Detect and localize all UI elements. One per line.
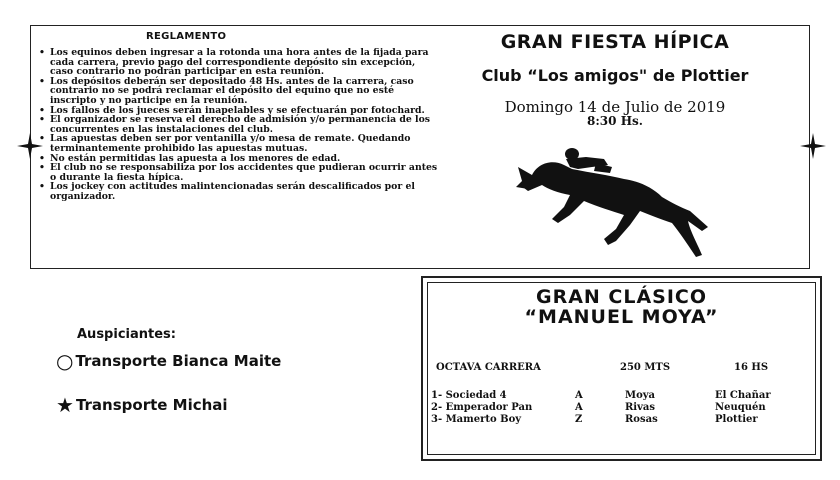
sponsor-name: Transporte Bianca Maite bbox=[75, 352, 282, 370]
entry-category: A bbox=[575, 402, 583, 413]
entry-jockey: Rivas bbox=[625, 402, 656, 413]
horse-jumper-icon bbox=[512, 145, 717, 260]
race-title: GRAN CLÁSICO bbox=[535, 286, 708, 308]
rule-item: • El organizador se reserva el derecho de admisión y/o permanencia de los concurrentes en las instalaciones del club. bbox=[50, 115, 440, 134]
entry-stable: Plottier bbox=[715, 414, 758, 425]
entry-stable: Neuquén bbox=[715, 402, 766, 413]
race-number: OCTAVA CARRERA bbox=[436, 362, 541, 373]
event-time: 8:30 Hs. bbox=[587, 114, 643, 128]
entry-horse: 1- Sociedad 4 bbox=[431, 390, 507, 401]
rule-item: • Los fallos de los jueces serán inapelables y se efectuarán por fotochard. bbox=[50, 106, 440, 116]
entry-category: Z bbox=[575, 414, 583, 425]
sparkle-icon bbox=[17, 133, 43, 159]
rule-item: • Los jockey con actitudes malintencionadas serán descalificados por el organizador. bbox=[50, 182, 440, 201]
sponsor-item bbox=[56, 351, 281, 371]
club-name: Club “Los amigos" de Plottier bbox=[481, 66, 749, 85]
entry-stable: El Chañar bbox=[715, 390, 771, 401]
entry-horse: 2- Emperador Pan bbox=[431, 402, 533, 413]
rule-item: • Los depósitos deberán ser depositado 48 Hs. antes de la carrera, caso contrario no se podrá reclamar el depósito del equino que no esté inscripto y no participe en la reunión. bbox=[50, 77, 440, 106]
rule-item: • El club no se responsabiliza por los accidentes que pudieran ocurrir antes o durante la fiesta hípica. bbox=[50, 163, 440, 182]
race-time: 16 HS bbox=[734, 362, 769, 373]
event-title: GRAN FIESTA HÍPICA bbox=[500, 31, 730, 53]
rule-item: • Las apuestas deben ser por ventanilla y/o mesa de remate. Quedando terminantemente prohibido las apuestas mutuas. bbox=[50, 134, 440, 153]
entry-horse: 3- Mamerto Boy bbox=[431, 414, 522, 425]
rule-item: • Los equinos deben ingresar a la rotonda una hora antes de la fijada para cada carrera, previo pago del correspondiente depósito sin excepción, caso contrario no podrán participar en esta reunión. bbox=[50, 48, 440, 77]
sparkle-icon bbox=[800, 133, 826, 159]
sponsor-name: Transporte Michai bbox=[75, 396, 228, 414]
circle-icon: ○ bbox=[56, 349, 74, 373]
race-subtitle: “MANUEL MOYA” bbox=[524, 306, 719, 328]
star-icon: ★ bbox=[56, 393, 74, 417]
rules-list bbox=[30, 48, 440, 202]
rule-item: • No están permitidas las apuesta a los menores de edad. bbox=[50, 154, 440, 164]
entry-jockey: Rosas bbox=[625, 414, 658, 425]
rules-title: REGLAMENTO bbox=[146, 31, 227, 42]
entry-category: A bbox=[575, 390, 583, 401]
sponsors-label: Auspiciantes: bbox=[77, 327, 176, 342]
sponsor-item bbox=[56, 395, 228, 415]
entry-jockey: Moya bbox=[625, 390, 656, 401]
event-date: Domingo 14 de Julio de 2019 bbox=[504, 98, 726, 116]
race-distance: 250 MTS bbox=[620, 362, 671, 373]
